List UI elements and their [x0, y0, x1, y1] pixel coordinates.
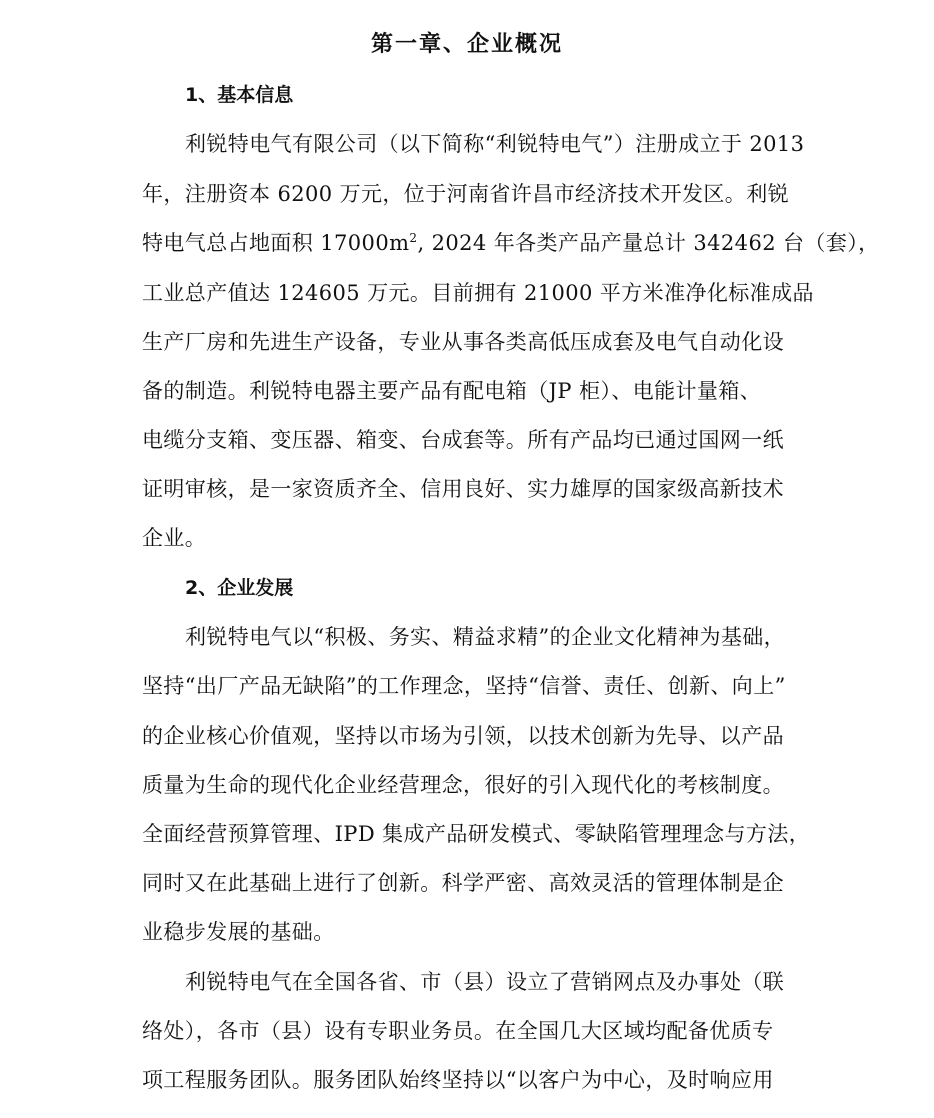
paragraph-line: 电缆分支箱、变压器、箱变、台成套等。所有产品均已通过国网一纸 [142, 428, 784, 452]
paragraph-line: 证明审核，是一家资质齐全、信用良好、实力雄厚的国家级高新技术 [142, 477, 784, 501]
paragraph-line: 利锐特电气在全国各省、市（县）设立了营销网点及办事处（联 [185, 970, 785, 994]
paragraph-line: 络处），各市（县）设有专职业务员。在全国几大区域均配备优质专 [142, 1019, 774, 1043]
paragraph-line: 工业总产值达 124605 万元。目前拥有 21000 平方米准净化标准成品 [142, 281, 814, 305]
paragraph-line: 业稳步发展的基础。 [142, 920, 335, 944]
paragraph-line: 年，注册资本 6200 万元，位于河南省许昌市经济技术开发区。利锐 [142, 182, 789, 206]
paragraph-line: 利锐特电气以“积极、务实、精益求精”的企业文化精神为基础， [185, 625, 786, 649]
paragraph-line: 企业。 [142, 526, 207, 550]
paragraph-line-part: , 2024 年各类产品产量总计 342462 台（套）， [417, 231, 880, 255]
paragraph-line: 利锐特电气有限公司（以下简称“利锐特电气”）注册成立于 2013 [185, 132, 805, 156]
section-heading-basic-info: 1、基本信息 [185, 84, 294, 106]
paragraph-line: 生产厂房和先进生产设备，专业从事各类高低压成套及电气自动化设 [142, 330, 784, 354]
paragraph-line: 全面经营预算管理、IPD 集成产品研发模式、零缺陷管理理念与方法， [142, 822, 811, 846]
superscript-unit: 2 [409, 231, 418, 245]
paragraph-line: 同时又在此基础上进行了创新。科学严密、高效灵活的管理体制是企 [142, 871, 784, 895]
paragraph-line: 的企业核心价值观，坚持以市场为引领，以技术创新为先导、以产品 [142, 724, 784, 748]
paragraph-line: 质量为生命的现代化企业经营理念，很好的引入现代化的考核制度。 [142, 773, 784, 797]
section-heading-development: 2、企业发展 [185, 577, 294, 599]
paragraph-line-part: 特电气总占地面积 17000m [142, 231, 410, 255]
paragraph-line-with-superscript [142, 227, 880, 259]
paragraph-line: 备的制造。利锐特电器主要产品有配电箱（JP 柜）、电能计量箱、 [142, 379, 762, 403]
chapter-title: 第一章、企业概况 [370, 32, 563, 57]
paragraph-line: 项工程服务团队。服务团队始终坚持以“以客户为中心，及时响应用 [142, 1068, 774, 1092]
paragraph-line: 坚持“出厂产品无缺陷”的工作理念，坚持“信誉、责任、创新、向上” [142, 674, 786, 698]
